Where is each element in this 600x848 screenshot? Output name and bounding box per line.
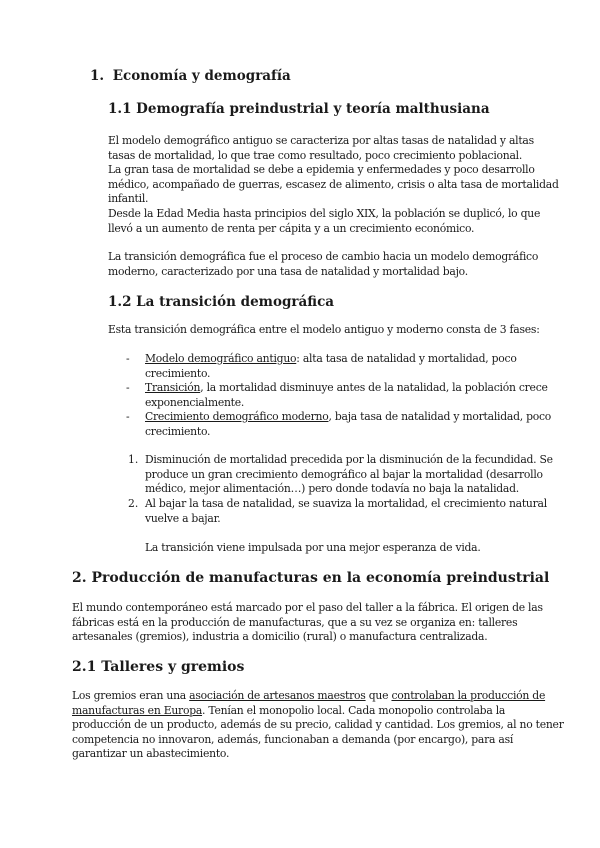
text-span: Los gremios eran una — [72, 689, 190, 702]
paragraph-demografia — [108, 134, 559, 236]
numbered-item — [145, 453, 553, 497]
text-line: Al bajar la tasa de natalidad, se suaviza la mortalidad, el crecimiento natural — [145, 497, 547, 510]
paragraph-transicion — [108, 250, 538, 279]
list-item-term: Modelo demográfico antiguo — [145, 352, 297, 365]
text-line: llevó a un aumento de renta per cápita y a un crecimiento económico. — [108, 221, 475, 235]
text-line: El modelo demográfico antiguo se caracteriza por altas tasas de natalidad y altas — [108, 134, 534, 147]
text-line: La transición demográfica fue el proceso de cambio hacia un modelo demográfico — [108, 250, 539, 263]
list-item-text: crecimiento. — [145, 424, 211, 438]
paragraph-manufacturas — [72, 601, 543, 645]
text-line: moderno, caracterizado por una tasa de natalidad y mortalidad bajo. — [108, 264, 468, 278]
section-2-title: 2. Producción de manufacturas en la economía preindustrial — [72, 570, 550, 586]
subsection-1-2-title: 1.2 La transición demográfica — [108, 294, 335, 310]
subsection-2-1-title: 2.1 Talleres y gremios — [72, 659, 245, 675]
list-item — [145, 410, 551, 439]
text-line: Desde la Edad Media hasta principios del siglo XIX, la población se duplicó, lo que — [108, 206, 541, 220]
text-line: fábricas está en la producción de manufacturas, que a su vez se organiza en: talleres — [72, 615, 518, 629]
section-1-number: 1. — [90, 68, 105, 84]
list-item-text: crecimiento. — [145, 366, 211, 380]
underlined-text: asociación de artesanos maestros — [189, 689, 366, 702]
subsection-1-1-title: 1.1 Demografía preindustrial y teoría malthusiana — [108, 101, 490, 117]
list-item-text: , baja tasa de natalidad y mortalidad, poco — [328, 410, 552, 423]
section-1-heading — [90, 68, 291, 84]
list-item-text: , la mortalidad disminuye antes de la natalidad, la población crece — [200, 381, 548, 394]
text-line: garantizar un abastecimiento. — [72, 747, 230, 761]
text-line: médico, mejor alimentación…) pero donde todavía no baja la natalidad. — [145, 482, 519, 496]
text-span: que — [365, 689, 392, 702]
list-item-term: Crecimiento demográfico moderno — [145, 410, 329, 423]
list-item — [145, 381, 548, 410]
phases-intro: Esta transición demográfica entre el modelo antiguo y moderno consta de 3 fases: — [108, 323, 540, 336]
bullet-dash: - — [126, 381, 130, 394]
underlined-text: manufacturas en Europa — [72, 703, 203, 717]
text-line: vuelve a bajar. — [145, 511, 221, 525]
underlined-text: controlaban la producción de — [391, 689, 546, 702]
list-item-text: exponencialmente. — [145, 395, 245, 409]
text-line: infantil. — [108, 192, 149, 206]
text-line: médico, acompañado de guerras, escasez de alimento, crisis o alta tasa de mortalidad — [108, 177, 559, 191]
list-number: 2. — [128, 497, 139, 510]
closing-note: La transición viene impulsada por una mejor esperanza de vida. — [145, 541, 481, 554]
text-line: La gran tasa de mortalidad se debe a epidemia y enfermedades y poco desarrollo — [108, 163, 535, 177]
list-item — [145, 352, 517, 381]
text-line: tasas de mortalidad, lo que trae como resultado, poco crecimiento poblacional. — [108, 148, 523, 162]
text-line: El mundo contemporáneo está marcado por el paso del taller a la fábrica. El origen de las — [72, 601, 543, 614]
list-item-term: Transición — [145, 381, 201, 394]
text-span: . Tenían el monopolio local. Cada monopolio controlaba la — [202, 703, 506, 717]
list-item-text: : alta tasa de natalidad y mortalidad, poco — [296, 352, 517, 365]
section-1-title: Economía y demografía — [112, 68, 291, 84]
text-line: Disminución de mortalidad precedida por la disminución de la fecundidad. Se — [145, 453, 553, 466]
list-number: 1. — [128, 453, 139, 466]
text-line: artesanales (gremios), industria a domicilio (rural) o manufactura centralizada. — [72, 630, 488, 644]
bullet-dash: - — [126, 352, 130, 365]
text-line: producción de un producto, además de su precio, calidad y cantidad. Los gremios, al no tener — [72, 718, 564, 732]
numbered-item — [145, 497, 547, 526]
text-line: competencia no innovaron, además, funcionaban a demanda (por encargo), para así — [72, 732, 514, 746]
bullet-dash: - — [126, 410, 130, 423]
paragraph-gremios — [72, 689, 564, 762]
text-line: produce un gran crecimiento demográfico al bajar la mortalidad (desarrollo — [145, 467, 543, 481]
